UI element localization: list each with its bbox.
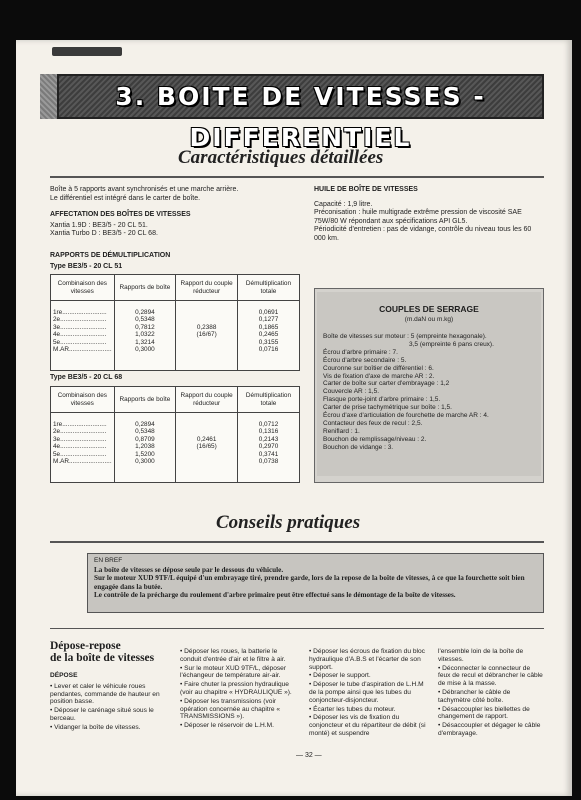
en-bref-label: EN BREF bbox=[94, 557, 123, 564]
chapter-title: 3. BOITE DE VITESSES - DIFFERENTIEL bbox=[115, 82, 486, 152]
intro-line: Le différentiel est intégré dans le carter de boîte. bbox=[50, 194, 201, 202]
ratio-table-2 bbox=[50, 386, 300, 483]
depose-step: • Sur le moteur XUD 9TF/L, déposer l'échangeur de température air-air. bbox=[180, 664, 287, 680]
depose-col-3 bbox=[309, 648, 427, 739]
couple-item: 3,5 (empreinte 6 pans creux). bbox=[409, 340, 494, 348]
couple-item: Couronne sur boîtier de différentiel : 6. bbox=[323, 364, 434, 372]
col-header: Combinaison des vitesses bbox=[51, 387, 115, 413]
couple-item: Contacteur des feux de recul : 2,5. bbox=[323, 419, 423, 427]
huile-line: Préconisation : huile multigrade extrême pression de viscosité SAE 75W/80 W répondant aux spécifications API GL5. bbox=[314, 209, 522, 225]
depose-col-4 bbox=[438, 648, 544, 739]
depose-title: Dépose-repose bbox=[50, 640, 121, 652]
couple-item: Boîte de vitesses sur moteur : 5 (empreinte hexagonale). bbox=[323, 333, 487, 340]
col-header: Rapports de boîte bbox=[114, 275, 176, 301]
intro-line: Boîte à 5 rapports avant synchronisés et une marche arrière. bbox=[50, 186, 239, 193]
couples-de-serrage-box bbox=[314, 288, 544, 483]
affectation-block bbox=[50, 211, 300, 239]
huile-line: Capacité : 1,9 litre. bbox=[314, 200, 373, 208]
depose-step: • Vidanger la boîte de vitesses. bbox=[50, 723, 141, 731]
depose-step: • Déconnecter le connecteur de feux de recul et débrancher le câble de mise à la masse. bbox=[438, 664, 543, 688]
col-header: Combinaison des vitesses bbox=[51, 275, 115, 301]
col-header: Rapport du couple réducteur bbox=[176, 387, 238, 413]
depose-step: • Écarter les tubes du moteur. bbox=[309, 705, 396, 713]
table1-type: Type BE3/5 - 20 CL 51 bbox=[50, 263, 123, 270]
rapports-heading: RAPPORTS DE DÉMULTIPLICATION bbox=[50, 252, 171, 259]
depose-step: • Déposer le support. bbox=[309, 672, 371, 680]
section-rule bbox=[50, 541, 544, 543]
depose-step: • Déposer le carénage situé sous le berceau. bbox=[50, 707, 154, 722]
totals-cell: 0,0691 0,1277 0,1865 0,2465 0,3155 0,0716 bbox=[237, 301, 299, 371]
couple-item: Écrou d'arbre secondaire : 5. bbox=[323, 356, 407, 364]
depose-step: • Déposer le tube d'aspiration de L.H.M de la pompe ainsi que les tubes du conjoncteur-disjoncteur. bbox=[309, 681, 424, 704]
depose-col-2 bbox=[180, 648, 298, 731]
depose-col-1 bbox=[50, 640, 170, 733]
affectation-line: Xantia 1.9D : BE3/5 - 20 CL 51. bbox=[50, 221, 148, 229]
en-bref-box bbox=[87, 553, 544, 613]
en-bref-line: Sur le moteur XUD 9TF/L équipé d'un embrayage tiré, prendre garde, lors de la repose de la boîte de vitesses, à ce que la fourchette soit bien engagée dans la butée. bbox=[94, 574, 525, 591]
depose-title: de la boîte de vitesses bbox=[50, 652, 155, 664]
page-number: — 32 — bbox=[296, 752, 322, 759]
couples-unit: (m.daN ou m.kg) bbox=[404, 316, 454, 323]
couples-panel bbox=[317, 292, 541, 476]
depose-subheading: DÉPOSE bbox=[50, 672, 78, 679]
table2-frame bbox=[50, 386, 300, 483]
en-bref-line: La boîte de vitesses se dépose seule par le dessous du véhicule. bbox=[94, 565, 284, 574]
depose-step: • Faire chuter la pression hydraulique (voir au chapitre « HYDRAULIQUE »). bbox=[180, 681, 292, 696]
couple-item: Bouchon de remplissage/niveau : 2. bbox=[323, 435, 427, 443]
couple-item: Bouchon de vidange : 3. bbox=[323, 443, 394, 451]
depose-step: • Déposer les écrous de fixation du bloc hydraulique d'A.B.S et l'écarter de son support. bbox=[309, 648, 425, 671]
huile-heading: HUILE DE BOÎTE DE VITESSES bbox=[314, 186, 418, 193]
couple-item: Écrou d'axe d'articulation de fourchette de marche AR : 4. bbox=[323, 412, 489, 420]
ratios-cell: 0,2894 0,5348 0,8709 1,2038 1,5200 0,3000 bbox=[114, 413, 176, 483]
huile-line: Périodicité d'entretien : pas de vidange, contrôle du niveau tous les 60 000 km. bbox=[314, 226, 532, 242]
depose-step: • Déposer le réservoir de L.H.M. bbox=[180, 722, 274, 730]
col-header: Rapport du couple réducteur bbox=[176, 275, 238, 301]
couple-item: Vis de fixation d'axe de marche AR : 2. bbox=[323, 372, 435, 380]
gears-cell: 1re......................... 2e.......................... 3e.......................... 4e.......................... 5e.......................... M.AR........................ bbox=[51, 413, 115, 483]
totals-cell: 0,0712 0,1316 0,2143 0,2970 0,3741 0,0738 bbox=[237, 413, 299, 483]
table2-type: Type BE3/5 - 20 CL 68 bbox=[50, 374, 123, 381]
page-tab-marker bbox=[52, 47, 122, 56]
depose-step: • Déposer les roues, la batterie le conduit d'entrée d'air et le filtre à air. bbox=[180, 648, 286, 663]
couple-item: Carter de boîte sur carter d'embrayage : 1,2 bbox=[323, 380, 450, 388]
couple-item: Couvercle AR : 1,5. bbox=[323, 388, 379, 396]
huile-block bbox=[314, 186, 544, 244]
couple-item: Flasque porte-joint d'arbre primaire : 1,5. bbox=[323, 396, 441, 404]
couples-title: COUPLES DE SERRAGE bbox=[379, 304, 479, 314]
en-bref-line: Le contrôle de la précharge du roulement d'arbre primaire peut être effectué sans le démontage de la boîte de vitesses. bbox=[94, 591, 456, 600]
gears-cell: 1re......................... 2e.......................... 3e.......................... 4e.......................... 5e.......................... M.AR........................ bbox=[51, 301, 115, 371]
ratio-table-1 bbox=[50, 274, 300, 371]
section-rule bbox=[50, 176, 544, 178]
col-header: Démultiplication totale bbox=[237, 387, 299, 413]
depose-step: • Désaccoupler les biellettes de changement de rapport. bbox=[438, 705, 530, 721]
col-header: Rapports de boîte bbox=[114, 387, 176, 413]
chapter-banner bbox=[57, 74, 544, 152]
couple-cell: 0,2461 (16/65) bbox=[176, 413, 238, 483]
depose-step: • Désaccoupler et dégager le câble d'embrayage. bbox=[438, 722, 541, 737]
banner-decoration bbox=[40, 74, 57, 119]
couple-item: Écrou d'arbre primaire : 7. bbox=[323, 348, 398, 356]
depose-step: • Débrancher le câble de tachymètre côté boîte. bbox=[438, 688, 511, 704]
affectation-heading: AFFECTATION DES BOÎTES DE VITESSES bbox=[50, 211, 191, 218]
section-title-conseils: Conseils pratiques bbox=[216, 512, 361, 533]
ratios-cell: 0,2894 0,5348 0,7812 1,0322 1,3214 0,3000 bbox=[114, 301, 176, 371]
intro-text bbox=[50, 186, 300, 203]
couple-item: Carter de prise tachymétrique sur boîte : 1,5. bbox=[323, 404, 452, 412]
couples-list bbox=[323, 333, 541, 452]
depose-step: l'ensemble loin de la boîte de vitesses. bbox=[438, 648, 524, 663]
depose-step: • Déposer les transmissions (voir opération concernée au chapitre « TRANSMISSIONS »). bbox=[180, 697, 281, 721]
section-title-caracteristiques: Caractéristiques détaillées bbox=[178, 147, 384, 168]
section-rule bbox=[50, 628, 544, 629]
couple-cell: 0,2388 (16/67) bbox=[176, 301, 238, 371]
col-header: Démultiplication totale bbox=[237, 275, 299, 301]
depose-step: • Déposer les vis de fixation du conjoncteur et du répartiteur de débit (si monté) et suspendre bbox=[309, 714, 426, 737]
table1-frame bbox=[50, 274, 300, 371]
depose-step: • Lever et caler le véhicule roues pendantes, commande de hauteur en position basse. bbox=[50, 682, 160, 706]
couple-item: Reniflard : 1. bbox=[323, 427, 360, 435]
affectation-line: Xantia Turbo D : BE3/5 - 20 CL 68. bbox=[50, 230, 158, 238]
